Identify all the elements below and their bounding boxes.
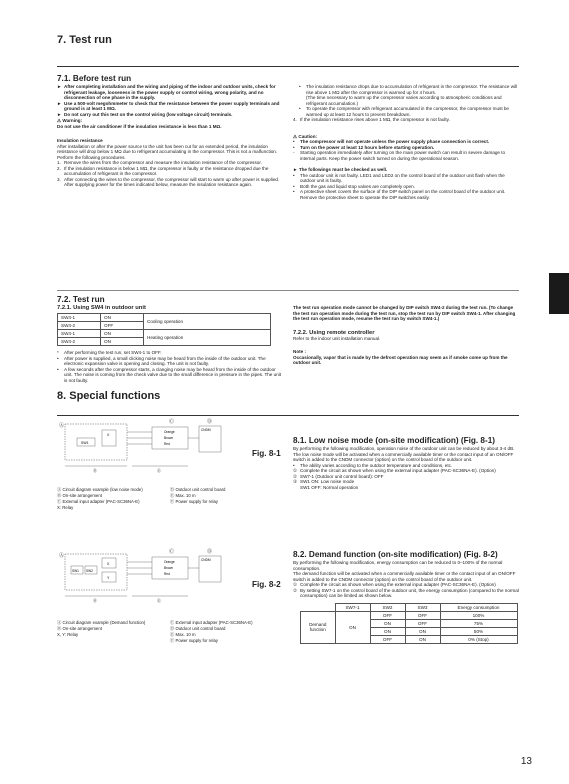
sw2-cell: OFF [370,611,405,619]
fig-8-2-legend-left [57,620,167,638]
energy-cell: 0% (Stop) [440,635,517,643]
list-text: If the insulation resistance rises above 1 MΩ, the compressor is not faulty. [300,117,450,122]
sw3-cell: ON [405,627,440,635]
label-a: Ⓐ [59,553,65,559]
sw3-cell: ON [405,635,440,643]
paragraph: By performing the following modification, operation noise of the outdoor unit can be reduced by about 3-4 dB. [293,446,515,451]
note-text: Occasionally, vapor that is made by the defrost operation may seem as if smoke come up from the outdoor unit. [293,354,508,365]
sw1-label: SW1 [72,569,79,573]
list-text: A few seconds after the compressor starts, a clanging noise may be heard from the inside of the outdoor unit. The noise is coming from the check valve due to the small difference in pressure in the pipes. The unit is not faulty. [64,366,282,383]
low-noise-section [293,436,519,490]
test-run-notes [57,350,282,383]
list-text: Complete the circuit as shown when using the external input adapter (PAC-SC36NA-E). (Option) [300,582,496,587]
energy-consumption-table [300,603,518,644]
list-marker: • [293,144,295,150]
list-marker: • [293,172,295,178]
insulation-steps [57,160,282,188]
list-marker: ② [293,587,298,593]
wire-orange-label: Orange [164,430,175,434]
list-item [57,367,282,384]
paragraph: The demand function will be activated when a commercially available timer or the contact input of an ON/OFF switch is added to the CNDM connector (option) on the control board of the outdoor unit. [293,571,516,582]
precheck-list [57,84,282,117]
list-item [57,177,282,188]
table-row [58,330,271,338]
list-marker: ① [293,468,298,473]
paragraph: The low noise mode will be activated when a commercially available timer or the contact input of an ON/OFF switch is added to the CNDM connector (option) on the control board of the outdoor unit. [293,451,514,462]
list-text: A protective sheet covers the surface of the DIP switch panel on the control board of the outdoor unit. Remove the protective sheet to operate the DIP switches easily. [300,189,506,200]
state-cell: ON [101,338,144,346]
list-text: The ability varies according to the outdoor temperature and conditions, etc. [300,462,453,468]
section-7-1-title: 7.1. Before test run [57,74,132,83]
list-text: SW1 ON: Low noise mode SW1 OFF: Normal operation [300,479,359,490]
column-header: SW2 [370,603,405,611]
fig-8-1-label: Fig. 8-1 [252,449,281,458]
caution-list [293,139,519,161]
list-text: The compressor will not operate unless the power supply phase connection is correct. [300,139,490,144]
warning-text: Do not use the air conditioner if the insulation resistance is less than 1 MΩ. [57,123,222,129]
sw2-cell: ON [370,619,405,627]
list-marker: • [57,366,59,372]
section-7-2-1-title: 7.2.1. Using SW4 in outdoor unit [57,305,146,311]
fig-8-2-legend-right [170,620,285,644]
list-marker: ① [293,582,298,587]
label-e: Ⓔ [157,468,161,473]
legend-item: Ⓕ Power supply for relay [170,499,218,504]
list-text: After power is supplied, a small clicking noise may be heard from the inside of the outdoor unit. The electronic expansion valve is opening and closing. The unit is not faulty. [64,355,266,366]
list-item [293,588,519,599]
cndm-label: CNDM [201,428,211,432]
legend-item: Ⓑ On-site arrangement [57,626,102,631]
energy-cell: 100% [440,611,517,619]
list-item [293,173,519,184]
wire-brown-label: Brown [164,436,174,440]
fig-8-2-label: Fig. 8-2 [252,580,281,589]
list-item [57,356,282,367]
insulation-heading: Insulation resistance [57,138,103,143]
list-marker: 3. [57,176,61,182]
list-text: If the insulation resistance is below 1 MΩ, the compressor is faulty or the resistance dropped due the accumulation of refrigerant in the compressor. [64,165,269,176]
table-header-row [301,603,518,611]
list-text: SW7-1 (Outdoor unit control board): OFF [300,473,384,479]
list-item [293,150,519,161]
section-tab-marker [549,273,569,314]
wire-red-label: Red [164,442,170,446]
note-label: Note : [293,349,307,354]
list-item [57,166,282,177]
list-item [293,189,519,200]
list-item [299,106,519,117]
legend-item: X, Y: Relay [57,632,79,637]
energy-cell: 75% [440,619,517,627]
list-text: Use a 500-volt megohmmeter to check that the resistance between the power supply terminals and ground is at least 1 MΩ. [64,100,280,111]
list-marker: 4. [293,117,297,122]
corner-cell [301,603,336,611]
list-text: Do not carry out this test on the control wiring (low voltage circuit) terminals. [64,111,233,117]
sw1-label: SW1 [81,441,89,445]
list-text: Turn on the power at least 12 hours before starting operation. [300,144,435,150]
relay-x-label: X [107,562,110,566]
label-c: Ⓒ [169,419,175,425]
list-text: Complete the circuit as shown when using the external input adapter (PAC-SC36NA-E). (Option) [300,468,496,473]
list-text: Starting operation immediately after turning on the main power switch can result in severe damage to internal parts. Keep the power switch turned on during the operational season. [300,150,506,161]
fig-8-1-legend-right [170,487,280,505]
section-8-1-title: 8.1. Low noise mode (on-site modification) (Fig. 8-1) [293,436,495,445]
relay-y-label: Y [107,576,110,580]
sw3-cell: OFF [405,611,440,619]
list-text: Both the gas and liquid stop valves are completely open. [300,183,415,189]
list-marker: ► [57,84,62,89]
sw-cell: SW4-2 [58,338,101,346]
warning-icon: ⚠ [57,118,62,123]
paragraph: By performing the following modification, energy consumption can be reduced to 0–100% of the normal consumption. [293,560,503,571]
remote-text: Refer to the indoor unit installation manual. [293,335,381,341]
insulation-intro: After installation or after the power source to the unit has been cut for an extended period, the insulation resistance will drop below 1 MΩ due to refrigerant accumulating in the compressor. This is not a malfunction. Perform the following procedures. [57,143,278,160]
divider-7-2 [57,290,519,291]
label-a: Ⓐ [59,423,65,429]
energy-cell: 50% [440,627,517,635]
section-7-title: 7. Test run [57,34,112,46]
wire-brown-label: Brown [164,566,174,570]
wire-orange-label: Orange [164,560,175,564]
legend-item: Ⓓ Outdoor unit control board [170,487,226,492]
list-marker: 1. [57,160,61,165]
dip-note: The test run operation mode cannot be changed by DIP switch SW4-2 during the test run. (To change the test run operation mode during the test run, stop the test run by DIP switch SW4-1. After changing the test run operation mode, resume the test run by switch SW4-1.) [293,305,516,321]
label-d: Ⓓ [207,419,213,425]
legend-item: Ⓑ On-site arrangement [57,493,102,498]
mode-cell: Heating operation [144,330,271,346]
caution-heading: ⚠ Caution: [293,133,318,139]
demand-function-section [293,550,519,644]
label-d: Ⓓ [207,549,213,555]
sw-cell: SW4-2 [58,322,101,330]
list-marker: • [293,189,295,194]
row-label-cell: Demand function [301,611,336,643]
insulation-step-4 [293,117,519,123]
relay-x-label: X [107,433,110,437]
check-heading: ► The followings must be checked as well. [293,167,388,172]
fig-8-1-legend-left [57,487,167,511]
caution-icon: ⚠ [293,133,298,139]
state-cell: ON [101,330,144,338]
legend-item: Ⓐ Circuit diagram example (low noise mode) [57,487,143,492]
list-text: The outdoor unit is not faulty. LED1 and LED2 on the control board of the outdoor unit flash when the outdoor unit is faulty. [300,172,505,183]
table-row [301,611,518,619]
legend-item: Ⓕ Power supply for relay [170,638,218,643]
list-item [57,112,282,118]
list-marker: • [293,462,295,468]
legend-item: Ⓓ Outdoor unit control board [170,626,226,631]
test-run-right-column [293,305,519,366]
sw2-cell: OFF [370,635,405,643]
before-test-run-left-column [57,84,282,188]
section-8-rule [57,415,519,416]
list-text: After connecting the wires to the compressor, the compressor will start to warm up after power is supplied. After supplying power for the times indicated below, measure the insulation resistance again. [64,176,280,187]
cndm-label: CNDM [201,558,211,562]
legend-item: Ⓐ Circuit diagram example (Demand function) [57,620,146,625]
sw-cell: SW4-1 [58,330,101,338]
list-marker: ► [57,100,62,106]
label-b: Ⓑ [93,468,97,473]
label-c: Ⓒ [169,549,175,555]
sw3-cell: OFF [405,619,440,627]
list-marker: • [299,106,301,111]
before-test-run-right-column [293,84,519,200]
sw2-label: SW2 [86,569,93,573]
section-7-rule [57,66,519,67]
column-header: SW7-1 [335,603,370,611]
list-marker: ► [57,111,62,117]
legend-item: Ⓔ Max. 10 m [170,493,196,498]
list-text: Remove the wires from the compressor and measure the insulation resistance of the compressor. [64,160,262,165]
list-text: After performing the test run, set SW4-1 to OFF. [64,350,162,355]
section-7-2-title: 7.2. Test run [57,295,105,304]
section-8-2-title: 8.2. Demand function (on-site modification) (Fig. 8-2) [293,550,498,559]
state-cell: OFF [101,322,144,330]
mode-cell: Cooling operation [144,314,271,330]
list-text: By setting SW7-1 on the control board of the outdoor unit, the energy consumption (compared to the normal consumption) can be limited as shown below. [300,587,519,598]
sw71-cell: ON [335,611,370,643]
legend-item: X: Relay [57,505,74,510]
list-item [293,117,519,123]
wire-red-label: Red [164,572,170,576]
list-marker: ③ [293,479,298,484]
sw4-block [57,313,282,383]
list-item [57,84,282,101]
list-marker: * [57,350,59,355]
section-8-title: 8. Special functions [57,390,161,402]
list-item [293,479,519,490]
list-marker: 2. [57,165,61,171]
section-7-2-2-title: 7.2.2. Using remote controller [293,329,375,336]
demand-steps [293,582,519,599]
list-text: After completing installation and the wiring and piping of the indoor and outdoor units, check for refrigerant leakage, looseness in the power supply or control wiring, wrong polarity, and no disconnection of one phase in the supply. [64,84,276,100]
list-item [57,101,282,112]
low-noise-steps [293,463,519,491]
list-marker: - [293,150,295,155]
sw4-table [57,313,271,346]
column-header: Energy consumption [440,603,517,611]
sw2-cell: ON [370,627,405,635]
list-item [299,84,519,106]
check-list [293,173,519,201]
compressor-notes [293,84,519,117]
page-number: 13 [520,756,532,767]
circuit-box [65,424,127,460]
label-b: Ⓑ [93,598,97,603]
list-text: The insulation resistance drops due to accumulation of refrigerant in the compressor. The resistance will rise above 1 MΩ after the compressor is warmed up for 4 hours. (The time necessary to warm up the compressor varies according to atmospheric conditions and refrigerant accumulation.) [306,84,518,106]
legend-item: Ⓒ External input adapter (PAC-SC36NA-E) [170,620,253,625]
legend-item: Ⓔ Max. 10 m [170,632,196,637]
label-e: Ⓔ [157,598,161,603]
list-marker: • [57,355,59,361]
list-marker: ② [293,473,298,479]
list-marker: • [293,183,295,189]
list-marker: • [293,139,295,144]
state-cell: ON [101,314,144,322]
list-text: To operate the compressor with refrigerant accumulated in the compressor, the compressor must be warmed up at least 12 hours to prevent breakdown. [306,106,509,117]
sw-cell: SW4-1 [58,314,101,322]
list-marker: • [299,84,301,89]
legend-item: Ⓒ External input adapter (PAC-SC36NA-E) [57,499,140,504]
table-row [58,314,271,322]
column-header: SW3 [405,603,440,611]
warning-heading: ⚠ Warning: [57,118,83,123]
